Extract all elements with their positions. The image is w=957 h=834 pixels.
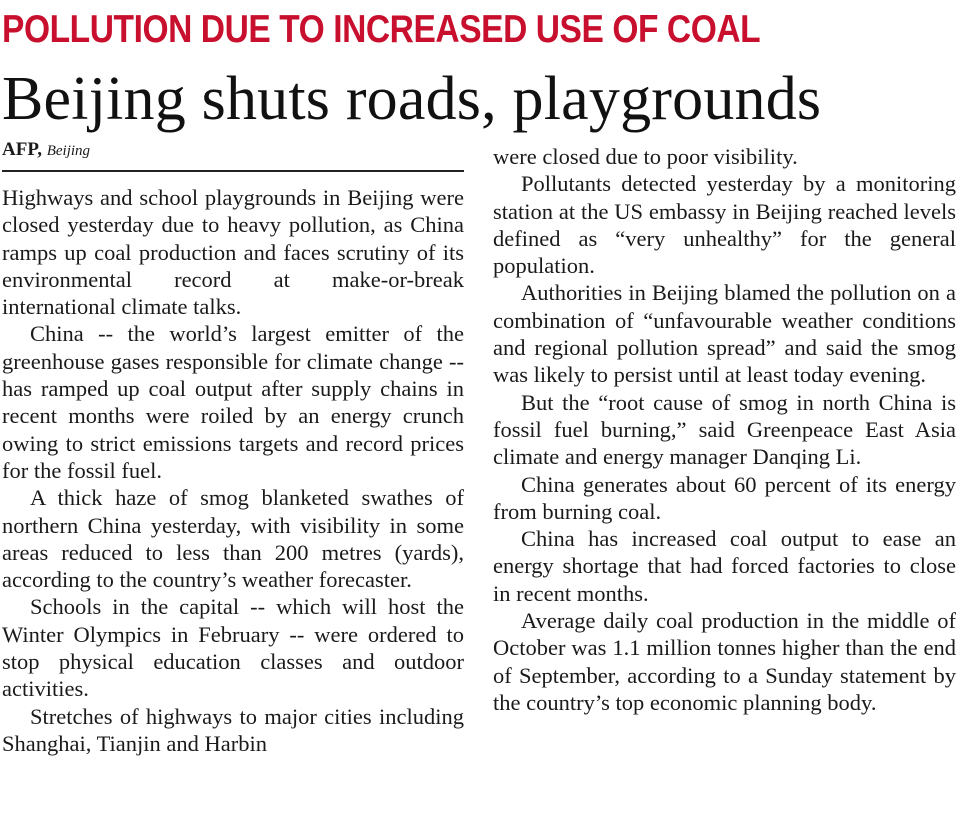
byline bbox=[2, 137, 90, 164]
paragraph: China has increased coal output to ease an energy shortage that had forced factories to close in recent months. bbox=[493, 526, 956, 606]
paragraph: China -- the world’s largest emitter of the greenhouse gases responsible for climate change -- has ramped up coal output after supply chains in recent months were roiled by an energy crunch owing to strict emissions targets and record prices for the fossil fuel. bbox=[2, 321, 464, 483]
byline-agency: AFP, bbox=[2, 139, 42, 160]
kicker: POLLUTION DUE TO INCREASED USE OF COAL bbox=[2, 8, 761, 51]
paragraph: But the “root cause of smog in north China is fossil fuel burning,” said Greenpeace East Asia climate and energy manager Danqing Li. bbox=[493, 389, 956, 470]
byline-place: Beijing bbox=[46, 143, 91, 159]
paragraph: Schools in the capital -- which will host the Winter Olympics in February -- were ordered to stop physical education classes and outdoor activities. bbox=[2, 594, 464, 702]
paragraph: Pollutants detected yesterday by a monitoring station at the US embassy in Beijing reached levels defined as “very unhealthy” for the general population. bbox=[493, 171, 956, 279]
paragraph: were closed due to poor visibility. bbox=[493, 144, 798, 169]
body-column-left bbox=[2, 184, 464, 757]
paragraph: Highways and school playgrounds in Beijing were closed yesterday due to heavy pollution, as China ramps up coal production and faces scrutiny of its environmental record at make-or-break international climate talks. bbox=[2, 185, 464, 320]
headline: Beijing shuts roads, playgrounds bbox=[2, 65, 822, 133]
byline-rule bbox=[2, 170, 464, 172]
paragraph: A thick haze of smog blanketed swathes of northern China yesterday, with visibility in some areas reduced to less than 200 metres (yards), according to the country’s weather forecaster. bbox=[2, 485, 464, 593]
paragraph: Stretches of highways to major cities including Shanghai, Tianjin and Harbin bbox=[2, 703, 464, 756]
paragraph: China generates about 60 percent of its energy from burning coal. bbox=[493, 471, 956, 524]
paragraph: Average daily coal production in the middle of October was 1.1 million tonnes higher than the end of September, according to a Sunday statement by the country’s top economic planning body. bbox=[493, 608, 956, 715]
paragraph: Authorities in Beijing blamed the pollution on a combination of “unfavourable weather conditions and regional pollution spread” and said the smog was likely to persist until at least today evening. bbox=[493, 280, 956, 388]
body-column-right bbox=[493, 143, 956, 716]
